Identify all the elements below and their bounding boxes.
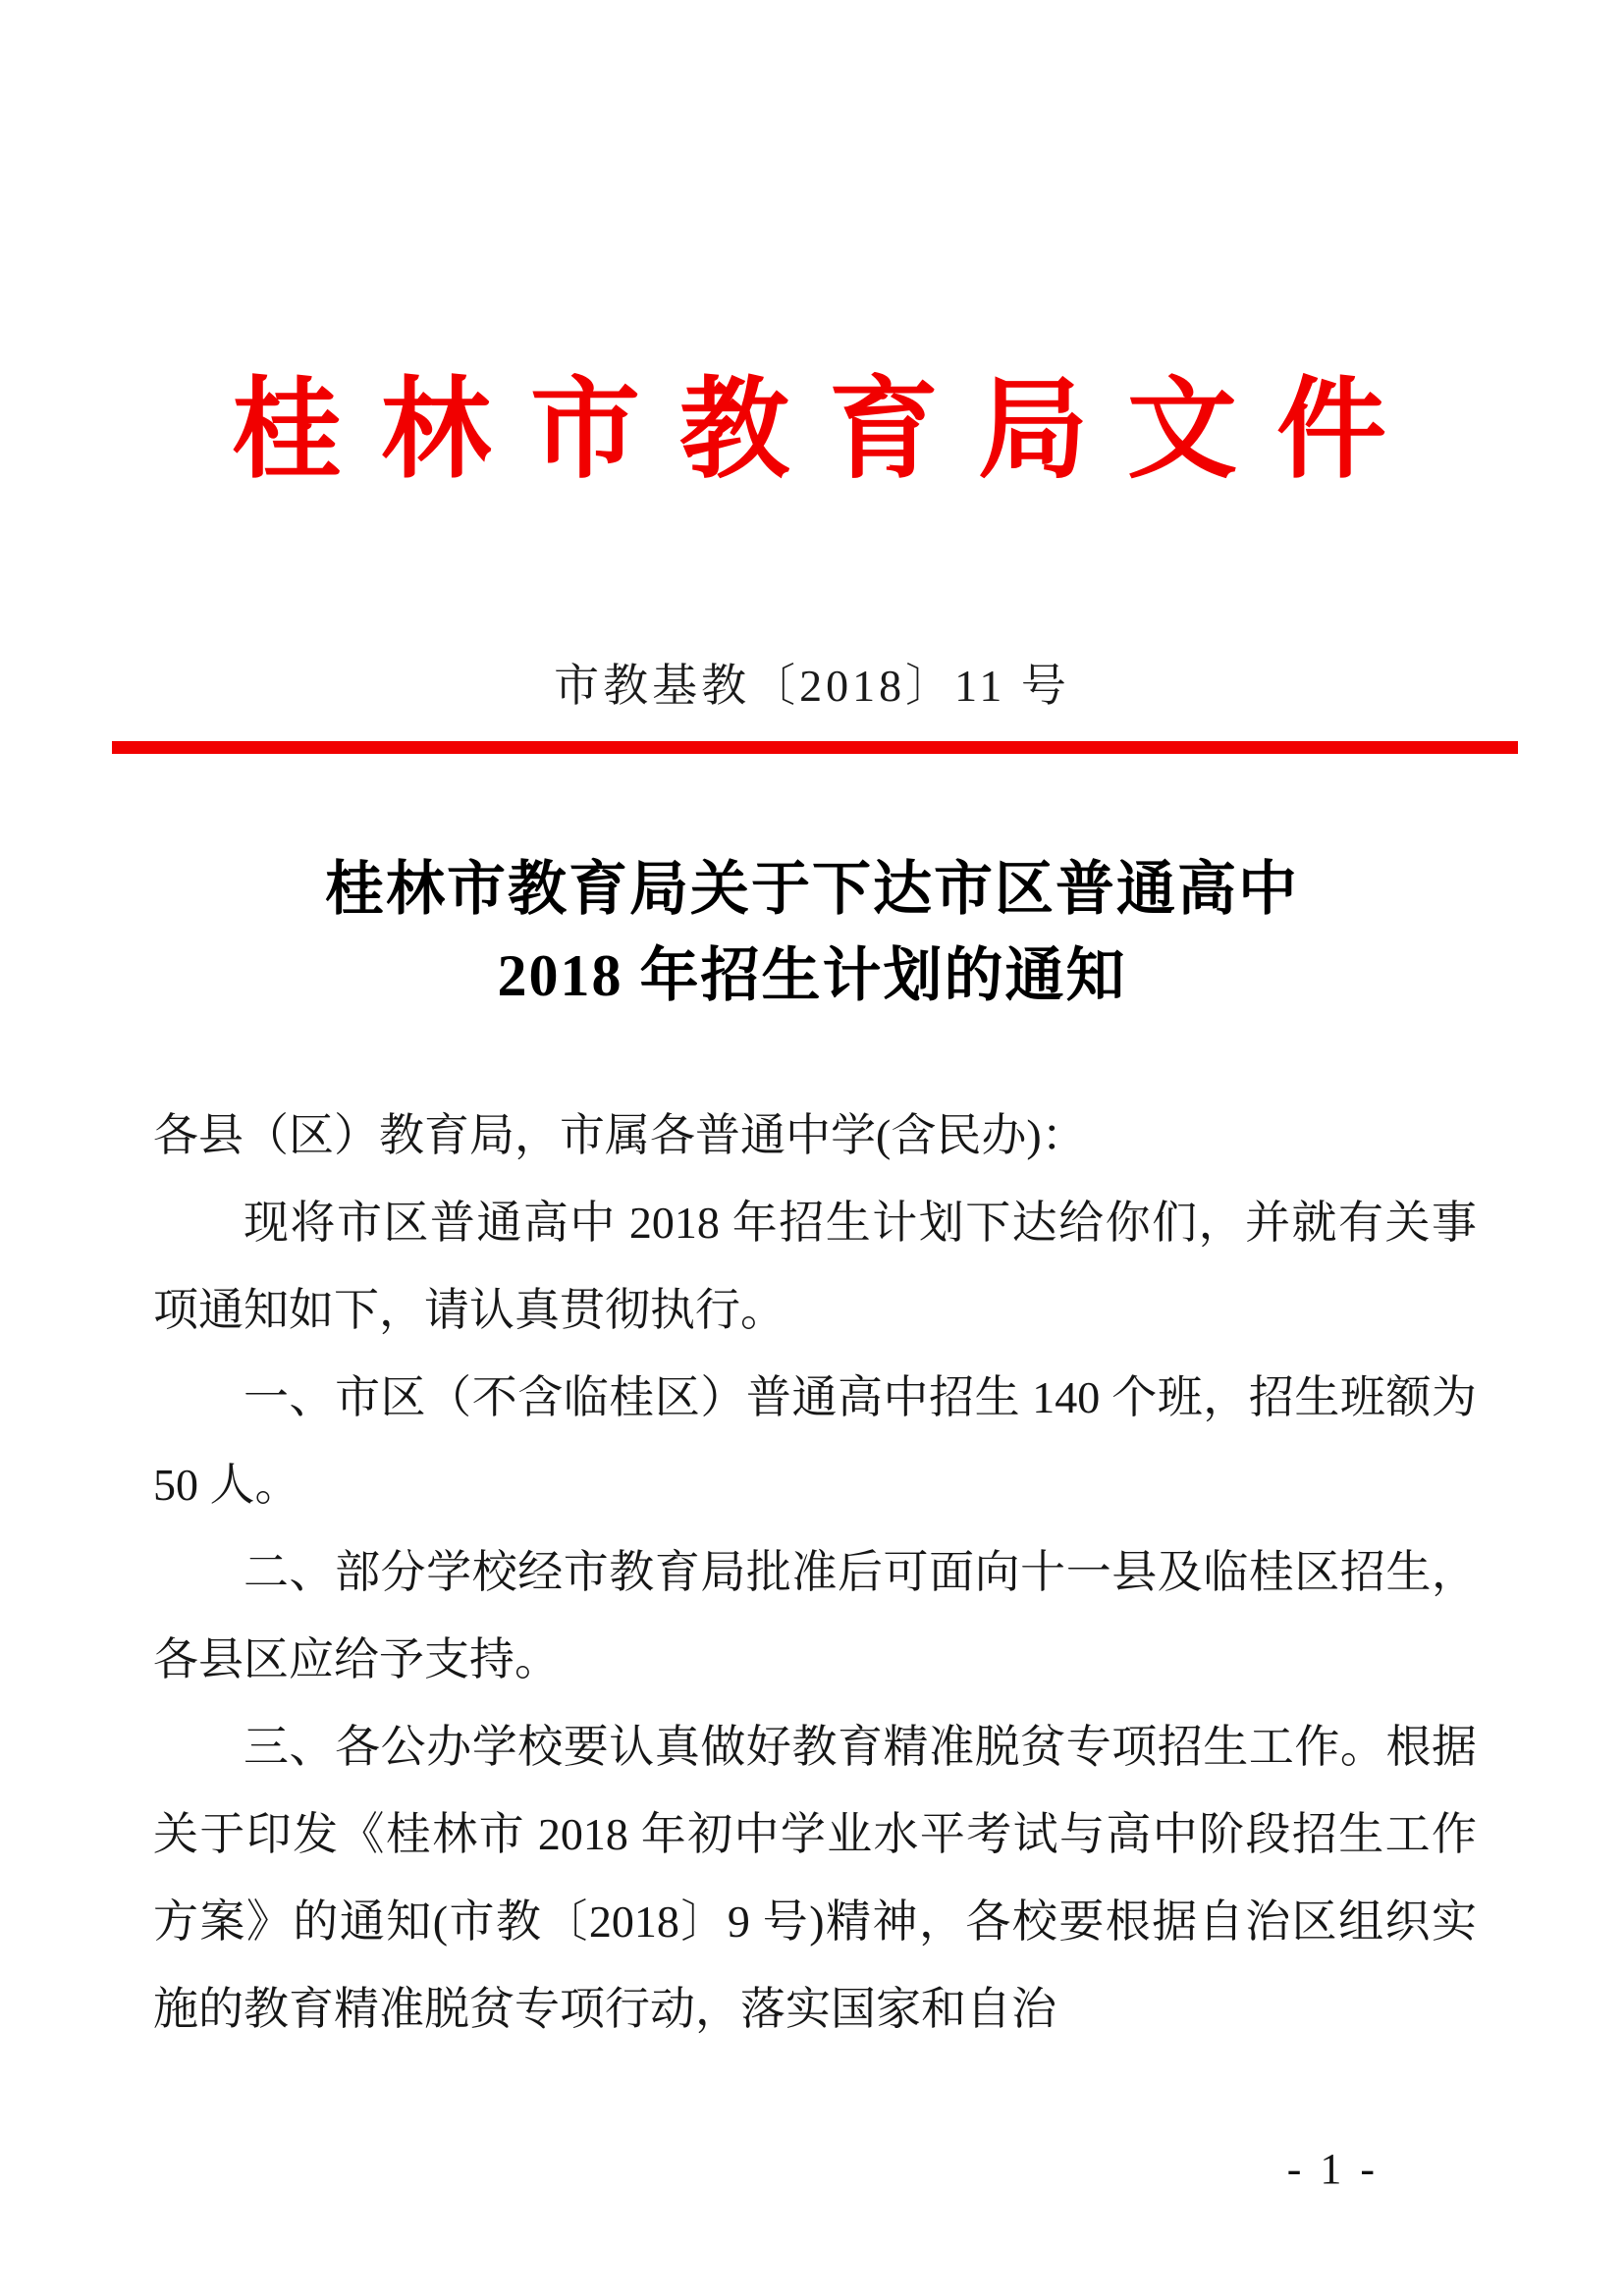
red-separator-rule (112, 741, 1518, 754)
document-reference-number: 市教基教〔2018〕11 号 (554, 661, 1070, 711)
body-paragraph: 现将市区普通高中 2018 年招生计划下达给你们，并就有关事项通知如下，请认真贯彻执行。 (153, 1198, 1477, 1335)
document-body (153, 1092, 1477, 2053)
letterhead-title: 桂 林 市 教 育 局 文 件 (232, 370, 1392, 492)
document-title-line1: 桂林市教育局关于下达市区普通高中 (325, 857, 1299, 922)
body-paragraph: 一、市区（不含临桂区）普通高中招生 140 个班，招生班额为 50 人。 (153, 1372, 1477, 1510)
page-number: - 1 - (1286, 2145, 1379, 2193)
body-paragraph: 二、部分学校经市教育局批准后可面向十一县及临桂区招生，各县区应给予支持。 (153, 1547, 1477, 1684)
document-title-line2: 2018 年招生计划的通知 (497, 943, 1127, 1008)
body-paragraph: 三、各公办学校要认真做好教育精准脱贫专项招生工作。根据关于印发《桂林市 2018 年初中学业水平考试与高中阶段招生工作方案》的通知(市教〔2018〕9 号)精神，各校要根据自治区组织实施的教育精准脱贫专项行动，落实国家和自治 (153, 1722, 1477, 2034)
salutation-line: 各县（区）教育局，市属各普通中学(含民办)： (153, 1110, 1087, 1160)
document-title (0, 846, 1624, 1019)
